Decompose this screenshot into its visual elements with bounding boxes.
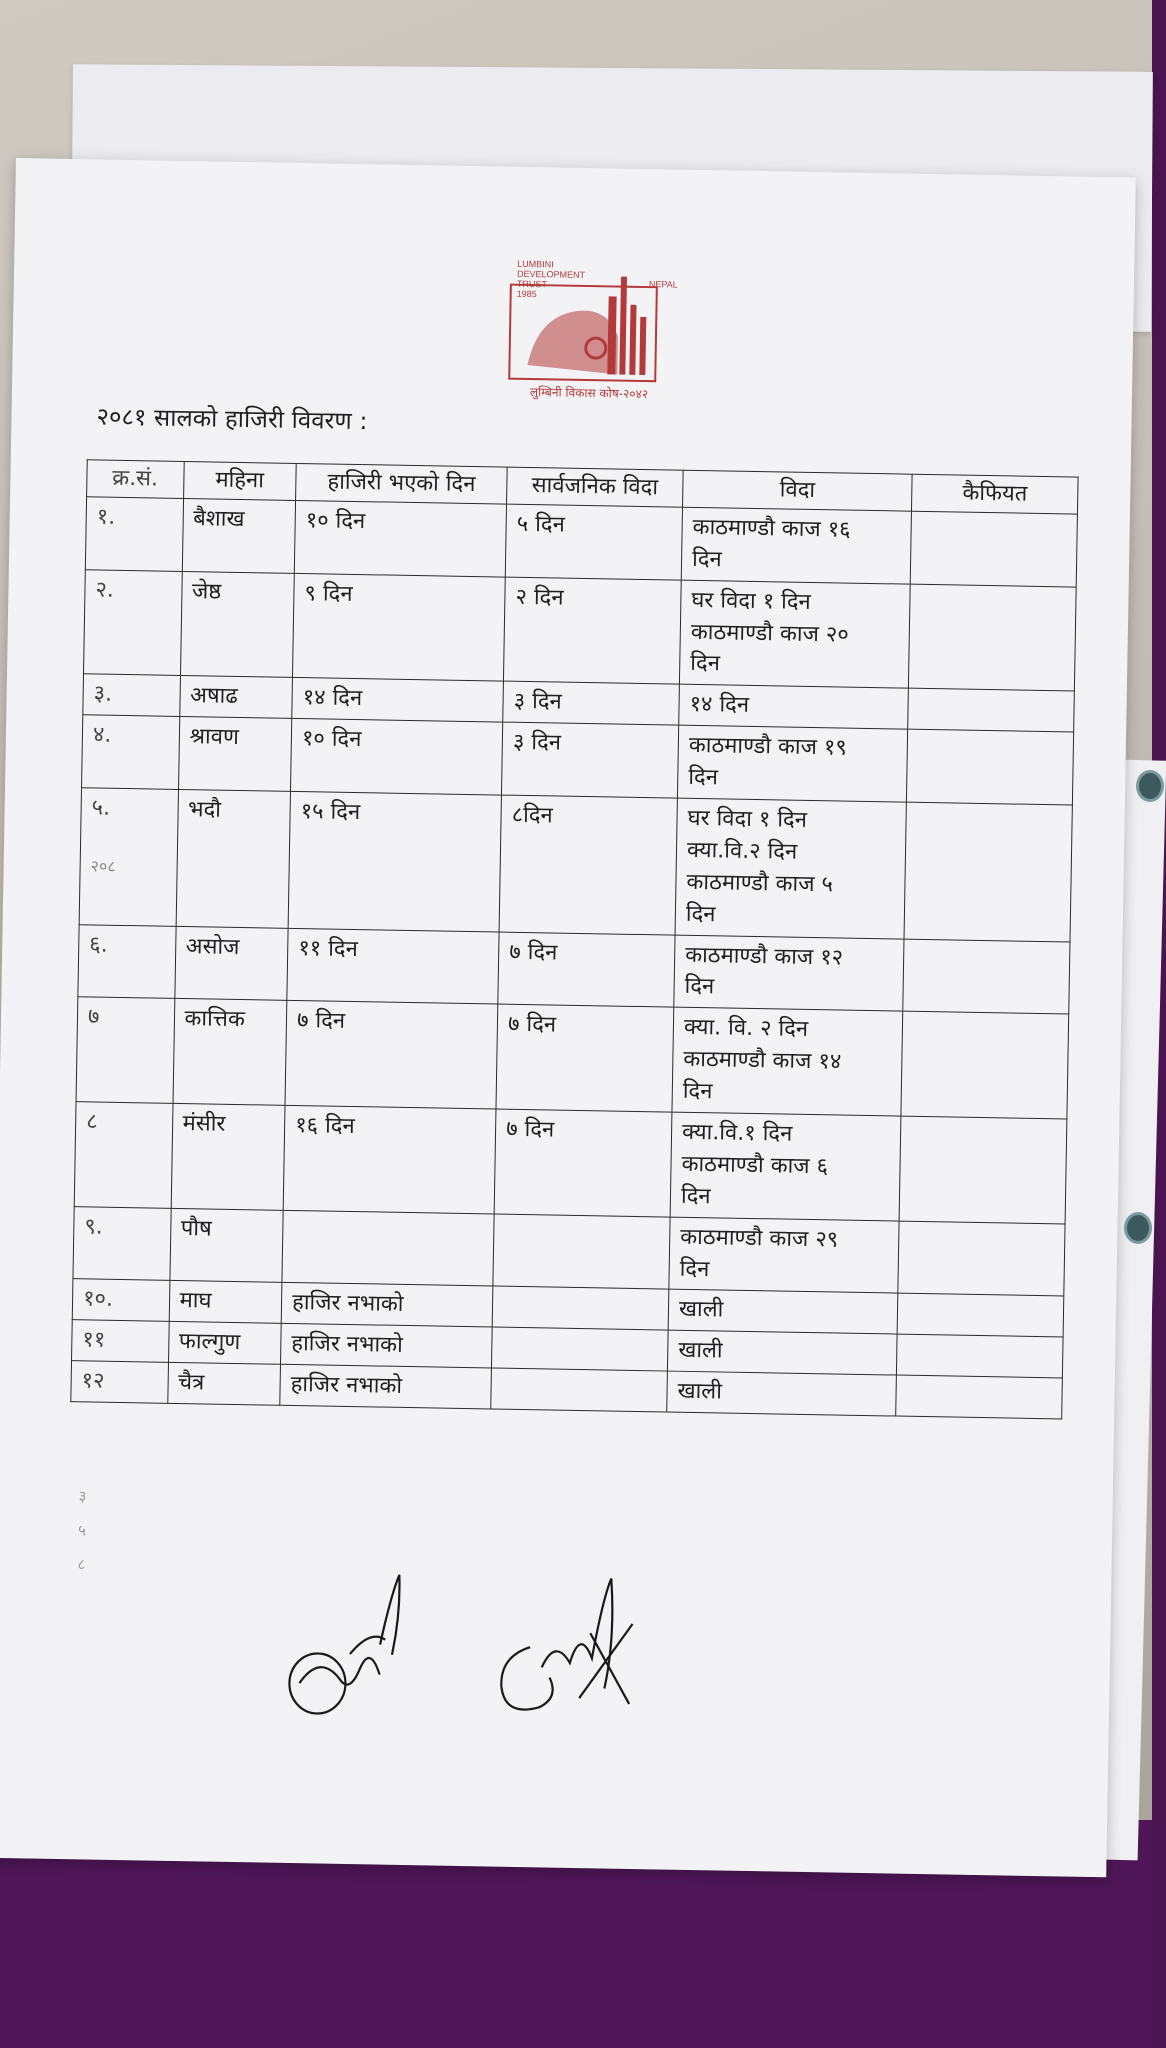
cell-month: जेष्ठ [180,571,294,678]
leave-line: काठमाण्डौ काज २० [690,619,849,648]
cell-month: चैत्र [167,1363,280,1406]
cell-remarks [910,511,1077,587]
cell-attendance: १० दिन [291,719,503,795]
leave-line: दिन [690,651,721,677]
cell-sn: ३. [83,674,180,717]
leave-line: खाली [678,1338,723,1364]
leave-line: काठमाण्डौ काज १६ [692,514,851,543]
cell-attendance: १० दिन [294,500,506,576]
col-header-sn: क्र.सं. [87,460,184,499]
leave-line: दिन [684,974,715,1000]
table-row [76,997,1069,1119]
leave-line: दिन [680,1183,711,1210]
attendance-table [70,459,1078,1419]
cell-leave [668,1290,898,1335]
cell-month: असोज [174,926,288,1001]
lumbini-trust-logo [507,255,678,386]
leave-line: क्या.वि.१ दिन [681,1119,793,1147]
leave-line: खाली [677,1379,723,1405]
leave-line: घर विदा १ दिन [687,805,808,833]
cell-leave [679,685,909,730]
cell-remarks [908,689,1075,733]
document-page [0,158,1136,1877]
cell-sn: ७ [76,997,174,1103]
table-row [84,569,1077,691]
leave-line: काठमाण्डौ काज ६ [681,1151,829,1180]
leave-line: क्या.वि.२ दिन [686,837,798,865]
leave-line: खाली [678,1297,724,1324]
signature-left [289,1573,400,1715]
cell-public-holiday: ७ दिन [496,1004,674,1112]
cell-sn: ८ [74,1102,172,1208]
cell-attendance: ७ दिन [285,1001,498,1109]
leave-line: काठमाण्डौ काज २९ [680,1224,839,1253]
col-header-attendance: हाजिरी भएको दिन [296,463,508,504]
table-row [74,1102,1067,1224]
cell-sn-text: ५. [91,795,111,821]
table-row [79,788,1072,942]
cell-remarks [897,1294,1064,1338]
cell-leave [670,1112,901,1221]
cell-leave [672,1007,903,1116]
cell-month: मंसीर [171,1103,285,1210]
cell-sn: १. [85,497,183,571]
leave-line: १४ दिन [689,692,750,719]
cell-remarks [907,729,1074,805]
cell-month: भदौ [176,789,291,928]
cell-remarks [896,1375,1063,1419]
cell-public-holiday [492,1286,669,1330]
cell-public-holiday [493,1214,670,1290]
cell-leave [679,580,910,689]
cell-attendance: हाजिर नभाको [281,1283,493,1328]
binder-ring-lower [1124,1212,1152,1244]
leave-line: काठमाण्डौ काज ५ [686,869,834,898]
col-header-leave: विदा [683,470,913,511]
cell-leave [669,1217,899,1294]
cell-month: माघ [169,1281,282,1324]
cell-leave [675,798,907,939]
leave-line: काठमाण्डौ काज १९ [688,733,847,761]
col-header-public-holiday: सार्वजनिक विदा [507,467,684,507]
cell-sn: ११ [72,1320,169,1363]
cell-leave [677,725,907,802]
cell-public-holiday: ७ दिन [494,1109,672,1217]
logo-caption: लुम्बिनी विकास कोष-२०४२ [529,385,649,402]
col-header-remarks: कैफियत [912,474,1078,514]
binder-ring-upper [1136,770,1164,802]
cell-attendance: ९ दिन [293,573,506,681]
leave-line: दिन [688,764,719,791]
cell-sn: १०. [72,1279,169,1322]
cell-sn: ४. [82,715,180,789]
cell-public-holiday: २ दिन [504,577,682,685]
cell-month: अषाढ [179,676,292,719]
cell-public-holiday: ३ दिन [503,681,680,725]
leave-line: दिन [685,901,716,928]
cell-sn: १२ [71,1361,168,1404]
cell-leave [667,1371,897,1416]
margin-note: २०८ [90,856,116,876]
leave-line: घर विदा १ दिन [691,587,811,615]
cell-sn [79,788,178,926]
svg-text:DEVELOPMENT: DEVELOPMENT [516,268,586,280]
cell-attendance [282,1210,494,1286]
cell-remarks [909,584,1077,692]
cell-attendance: हाजिर नभाको [280,1365,492,1410]
cell-remarks [897,1334,1064,1378]
cell-public-holiday [492,1327,669,1371]
cell-attendance: १६ दिन [283,1105,496,1213]
cell-sn: २. [84,569,182,675]
cell-remarks [904,802,1072,941]
col-header-month: महिना [183,461,296,500]
leave-line: दिन [691,546,722,573]
cell-leave [681,507,911,584]
cell-remarks [901,1011,1069,1119]
pencil-margin-marks: ३ ५ ८ [77,1487,87,1574]
cell-sn: ६. [78,924,176,998]
cell-public-holiday: ७ दिन [498,932,675,1008]
cell-month: फाल्गुण [168,1322,281,1365]
cell-sn: ९. [73,1206,171,1280]
cell-attendance: ११ दिन [287,928,499,1004]
signatures [278,1533,702,1750]
cell-month: पौष [169,1208,283,1283]
cell-month: बैशाख [182,498,296,573]
signature-right [501,1577,633,1712]
cell-attendance: १५ दिन [288,791,501,931]
svg-text:TRUST: TRUST [516,278,547,290]
attendance-table-body [71,497,1078,1419]
cell-remarks [903,939,1070,1015]
leave-line: दिन [679,1256,710,1282]
svg-text:LUMBINI: LUMBINI [517,258,554,270]
cell-public-holiday: ५ दिन [505,504,682,580]
cell-remarks [898,1221,1065,1297]
leave-line: क्या. वि. २ दिन [683,1015,809,1043]
cell-leave [667,1330,897,1375]
cell-attendance: १४ दिन [292,678,504,723]
document-heading: २०८१ सालको हाजिरी विवरण : [96,402,368,436]
cell-leave [674,935,904,1012]
cell-public-holiday: ८दिन [499,795,677,935]
cell-month: श्रावण [178,717,292,792]
svg-text:1985: 1985 [516,288,537,300]
leave-line: काठमाण्डौ काज १२ [684,942,844,971]
svg-text:NEPAL: NEPAL [648,279,678,290]
cell-public-holiday [491,1368,668,1412]
leave-line: दिन [682,1078,713,1105]
cell-attendance: हाजिर नभाको [281,1324,493,1369]
cell-month: कात्तिक [173,999,287,1106]
leave-line: काठमाण्डौ काज १४ [683,1047,842,1075]
cell-public-holiday: ३ दिन [502,722,679,798]
cell-remarks [899,1116,1067,1224]
